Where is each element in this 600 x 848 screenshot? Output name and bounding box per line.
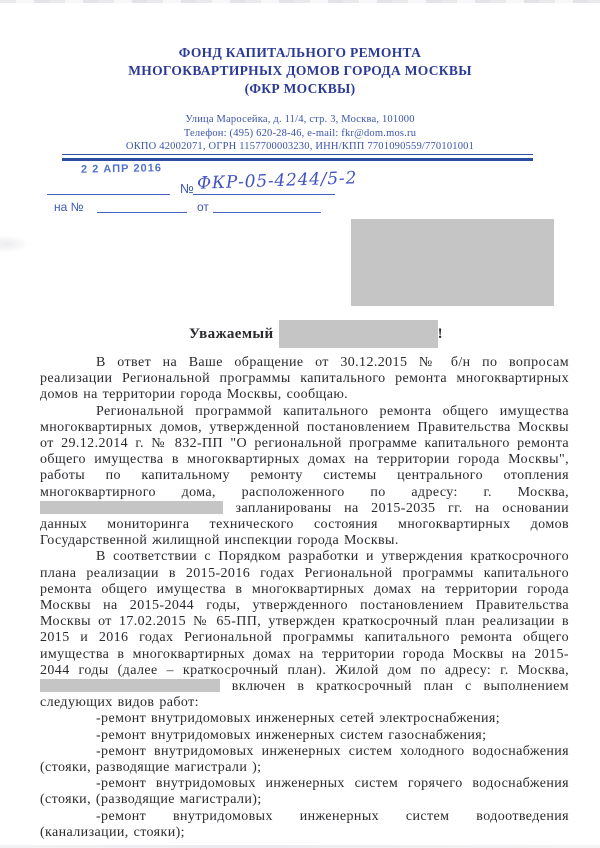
contact-line: Улица Маросейка, д. 11/4, стр. 3, Москва, 101000 (185, 114, 415, 125)
body-text-segment: -ремонт внутридомовых инженерных систем водоотведения (канализации, стояки); (40, 808, 569, 840)
letterhead-rule (62, 154, 533, 161)
body-paragraph (40, 404, 569, 550)
salutation (189, 320, 443, 348)
body-text-segment: -ремонт внутридомовых инженерных систем газоснабжения; (96, 727, 487, 743)
letter-body (40, 355, 569, 841)
salutation-suffix: ! (437, 325, 443, 342)
body-paragraph (40, 728, 569, 744)
incoming-from-underline (213, 212, 321, 213)
outgoing-number-label: № (180, 181, 194, 196)
body-text-segment: запланированы на 2015-2035 гг. на основании данных мониторинга технического состояния многоквартирных домов Государственной жилищной инспекции города Москвы. (40, 500, 569, 549)
body-text-segment: -ремонт внутридомовых инженерных сетей электроснабжения; (96, 711, 500, 727)
body-paragraph (40, 744, 569, 776)
outgoing-number-value: ФКР-05-4244/5-2 (196, 168, 358, 194)
body-text-segment: -ремонт внутридомовых инженерных систем горячего водоснабжения (стояки, (разводящие магистрали); (40, 776, 569, 808)
scan-artifact-smudge (0, 235, 30, 253)
body-paragraph (40, 355, 569, 404)
contact-line: ОКПО 42002071, ОГРН 1157700003230, ИНН/КПП 7701090559/770101001 (125, 141, 475, 152)
incoming-number-underline (97, 212, 187, 213)
org-name-line: МНОГОКВАРТИРНЫХ ДОМОВ ГОРОДА МОСКВЫ (128, 63, 472, 78)
incoming-from-label: от (197, 200, 209, 214)
body-text-segment: Региональной программой капитального ремонта общего имущества многоквартирных домов, утвержденной постановлением Правительства Москвы от 29.12.2014 г. № 832-ПП "О региональной программе капитального ремонта общего имущества в многоквартирных домах на территории города Москвы", работы по капитальному ремонту системы центрального отопления многоквартирного дома, расположенного по адресу: г. Москва, (40, 403, 569, 500)
scan-artifact-top (0, 0, 600, 3)
salutation-redaction-box (279, 320, 438, 348)
body-text-segment: В ответ на Ваше обращение от 30.12.2015 № б/н по вопросам реализации Региональной программы капитального ремонта многоквартирных домов на территории города Москвы, сообщаю. (40, 355, 569, 403)
inline-redaction-box (40, 679, 220, 692)
body-paragraph (40, 776, 569, 808)
body-paragraph (40, 711, 569, 727)
salutation-prefix: Уважаемый (189, 325, 274, 342)
inline-redaction-box (40, 501, 223, 514)
recipient-redaction-box (351, 219, 554, 306)
outgoing-number-underline (193, 194, 335, 195)
date-underline (47, 194, 170, 195)
incoming-number-label: на № (54, 200, 84, 214)
body-paragraph (40, 549, 569, 711)
date-stamp: 2 2 АПР 2016 (80, 162, 163, 176)
body-text-segment: -ремонт внутридомовых инженерных систем холодного водоснабжения (стояки, разводящие магистрали ); (40, 743, 569, 776)
contact-line: Телефон: (495) 620-28-46, e-mail: fkr@dom.mos.ru (183, 127, 417, 139)
org-name-line: ФОНД КАПИТАЛЬНОГО РЕМОНТА (178, 45, 422, 60)
letterhead-contacts (0, 113, 600, 154)
body-text-segment: включен в краткосрочный план с выполнением следующих видов работ: (40, 679, 569, 711)
body-paragraph (40, 809, 569, 841)
body-text-segment: В соответствии с Порядком разработки и утверждения краткосрочного плана реализации в 2015-2016 годах Региональной программы капитального ремонта общего имущества в многоквартирных домах на территории города Москвы на 2015-2044 годы, утвержденного постановлением Правительства Москвы от 17.02.2015 № 65-ПП, утвержден краткосрочный план реализации в 2015 и 2016 годах Региональной программы капитального ремонта общего имущества в многоквартирных домах на территории города Москвы на 2015-2044 годы (далее – краткосрочный план). Жилой дом по адресу: г. Москва, (40, 549, 569, 678)
org-name-line: (ФКР МОСКВЫ) (244, 81, 356, 96)
org-name (0, 44, 600, 98)
